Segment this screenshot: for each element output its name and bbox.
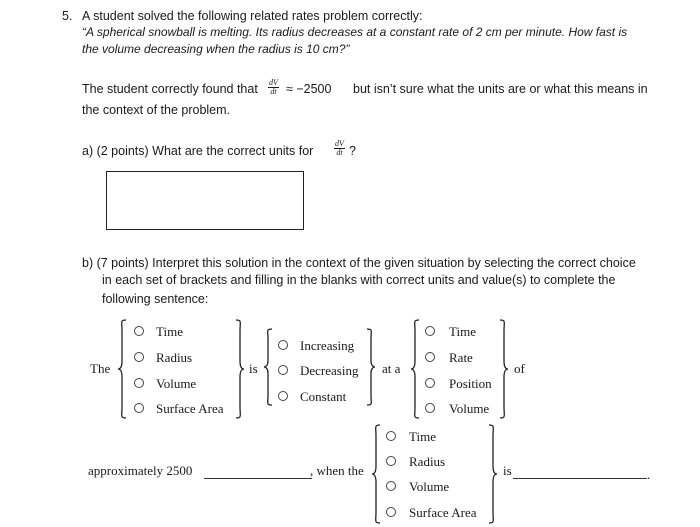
- sentence-of: of: [514, 361, 525, 376]
- sentence-approx: approximately 2500: [88, 463, 193, 478]
- part-a-question: a) (2 points) What are the correct units for: [82, 144, 314, 158]
- problem-quote-line1: “A spherical snowball is melting. Its radius decreases at a constant rate of 2 cm per minute. How fast is: [82, 25, 628, 39]
- sentence-at-a: at a: [382, 361, 401, 376]
- quantity2-radio-radius[interactable]: [386, 456, 396, 466]
- trend-radio-increasing[interactable]: [278, 340, 288, 350]
- problem-quote-line2: the volume decreasing when the radius is 10 cm?”: [82, 42, 350, 56]
- finding-line2: the context of the problem.: [82, 103, 231, 117]
- quantity1-radio-time[interactable]: [134, 326, 144, 336]
- measure-radio-time[interactable]: [425, 326, 435, 336]
- part-a-question-mark: ?: [349, 144, 356, 158]
- group4-left-brace: [371, 424, 381, 524]
- fraction-numerator: dV: [269, 78, 278, 87]
- sentence-when-the: , when the: [310, 463, 364, 478]
- dv-dt-fraction: [268, 79, 279, 96]
- units-answer-box[interactable]: [106, 171, 304, 230]
- quantity2-label-volume: Volume: [409, 479, 450, 494]
- quantity2-radio-volume[interactable]: [386, 481, 396, 491]
- quantity1-label-volume: Volume: [156, 376, 197, 391]
- measure-radio-position[interactable]: [425, 378, 435, 388]
- fraction-denominator: dt: [336, 148, 343, 157]
- part-a-dv-dt-fraction: [334, 140, 345, 157]
- quantity1-label-surface-area: Surface Area: [156, 401, 224, 416]
- part-b-line2: in each set of brackets and filling in the blanks with correct units and value(s) to complete the: [102, 273, 616, 287]
- trend-label-increasing: Increasing: [300, 338, 355, 353]
- measure-radio-volume[interactable]: [425, 403, 435, 413]
- measure-label-volume: Volume: [449, 401, 490, 416]
- units-blank[interactable]: [204, 478, 312, 479]
- group1-left-brace: [117, 319, 127, 419]
- group4-right-brace: [488, 424, 498, 524]
- fraction-numerator: dV: [335, 139, 344, 148]
- quantity1-radio-surface-area[interactable]: [134, 403, 144, 413]
- quantity2-label-time: Time: [409, 429, 436, 444]
- quantity1-radio-volume[interactable]: [134, 378, 144, 388]
- quantity2-radio-time[interactable]: [386, 431, 396, 441]
- group2-right-brace: [366, 328, 376, 406]
- group1-right-brace: [235, 319, 245, 419]
- group3-right-brace: [499, 319, 509, 419]
- measure-label-rate: Rate: [449, 350, 473, 365]
- sentence-is: is: [249, 361, 258, 376]
- finding-value: ≈ −2500: [286, 82, 332, 96]
- part-b-line1: b) (7 points) Interpret this solution in the context of the given situation by selecting the correct choice: [82, 256, 636, 270]
- sentence-the: The: [90, 361, 111, 376]
- quantity1-radio-radius[interactable]: [134, 352, 144, 362]
- quantity1-label-radius: Radius: [156, 350, 193, 365]
- trend-radio-constant[interactable]: [278, 391, 288, 401]
- value-blank[interactable]: [513, 478, 647, 479]
- quantity2-label-radius: Radius: [409, 454, 446, 469]
- trend-label-decreasing: Decreasing: [300, 363, 359, 378]
- sentence-period: .: [647, 467, 651, 482]
- trend-label-constant: Constant: [300, 389, 347, 404]
- quantity2-label-surface-area: Surface Area: [409, 505, 477, 520]
- sentence-is-2: is: [503, 463, 512, 478]
- measure-label-time: Time: [449, 324, 476, 339]
- group2-left-brace: [263, 328, 273, 406]
- part-b-line3: following sentence:: [102, 292, 209, 306]
- quantity1-label-time: Time: [156, 324, 183, 339]
- finding-text-before: The student correctly found that: [82, 82, 258, 96]
- trend-radio-decreasing[interactable]: [278, 365, 288, 375]
- problem-intro: A student solved the following related rates problem correctly:: [82, 9, 423, 23]
- quantity2-radio-surface-area[interactable]: [386, 507, 396, 517]
- fraction-denominator: dt: [270, 87, 277, 96]
- measure-radio-rate[interactable]: [425, 352, 435, 362]
- problem-number: 5.: [62, 9, 73, 23]
- group3-left-brace: [410, 319, 420, 419]
- measure-label-position: Position: [449, 376, 492, 391]
- finding-text-after: but isn’t sure what the units are or what this means in: [353, 82, 648, 96]
